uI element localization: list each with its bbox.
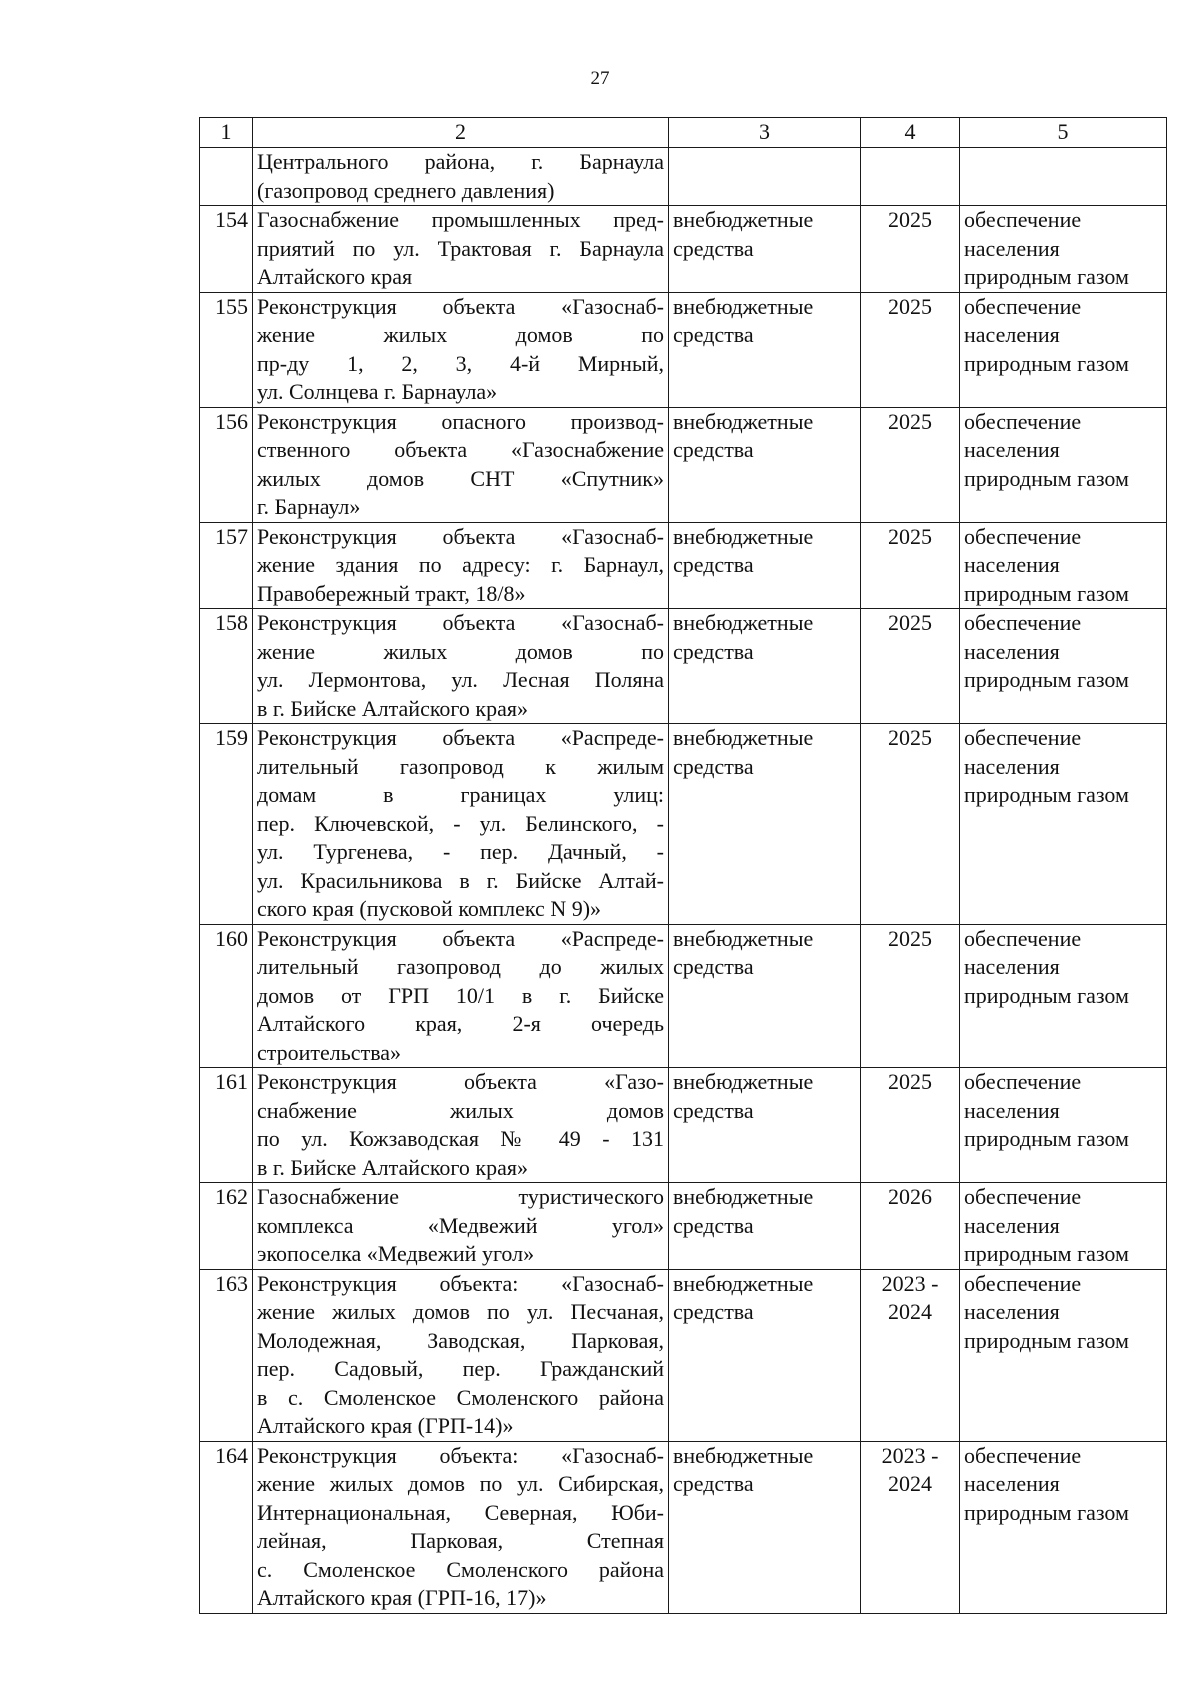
cell-line: ул. Красильникова в г. Бийске Алтай- — [257, 867, 664, 893]
row-number — [200, 148, 253, 206]
funding-source-cell — [669, 1068, 861, 1183]
funding-source-cell — [669, 522, 861, 609]
cell-line: обеспечение — [964, 293, 1082, 319]
cell-line: комплекса «Медвежий угол» — [257, 1212, 664, 1238]
measure-name-cell — [253, 407, 669, 522]
cell-line: средства — [673, 1212, 754, 1238]
cell-line: 2025 — [888, 523, 932, 549]
cell-line: обеспечение — [964, 207, 1082, 232]
cell-line: 2025 — [888, 925, 932, 951]
cell-line: 2025 — [888, 293, 932, 319]
deadline-cell — [861, 407, 960, 522]
cell-line: обеспечение — [964, 1069, 1082, 1094]
table-row — [200, 206, 1167, 293]
cell-line: внебюджетные — [673, 725, 814, 750]
expected-result-cell — [960, 407, 1167, 522]
cell-line: населения — [964, 1097, 1060, 1123]
cell-line: жение здания по адресу: г. Барнаул, — [257, 552, 664, 577]
cell-line: внебюджетные — [673, 610, 814, 635]
cell-line: обеспечение — [964, 1270, 1082, 1296]
cell-line: внебюджетные — [673, 1069, 814, 1094]
funding-source-cell — [669, 609, 861, 724]
cell-line: средства — [673, 1299, 754, 1324]
measure-name-cell — [253, 522, 669, 609]
cell-line: природным газом — [964, 1499, 1129, 1525]
expected-result-cell — [960, 1441, 1167, 1613]
cell-line: Реконструкция объекта «Газоснаб- — [257, 523, 664, 549]
cell-line: населения — [964, 1299, 1060, 1324]
cell-line: пер. Ключевской, - ул. Белинского, - — [257, 810, 664, 836]
deadline-cell — [861, 148, 960, 206]
cell-line: средства — [673, 638, 754, 664]
cell-line: природным газом — [964, 1327, 1129, 1353]
cell-line: Реконструкция объекта «Распреде- — [257, 725, 664, 750]
header-cell-4: 4 — [861, 118, 960, 148]
table-row — [200, 724, 1167, 925]
cell-line: средства — [673, 753, 754, 779]
cell-line: средства — [673, 437, 754, 462]
cell-line: средства — [673, 322, 754, 347]
cell-line: снабжение жилых домов — [257, 1097, 664, 1123]
cell-line: приятий по ул. Трактовая г. Барнаула — [257, 235, 664, 261]
cell-line: средства — [673, 235, 754, 261]
expected-result-cell — [960, 924, 1167, 1068]
cell-line: экопоселка «Медвежий угол» — [257, 1241, 535, 1266]
cell-line: 2025 — [888, 207, 932, 232]
funding-source-cell — [669, 924, 861, 1068]
cell-line: Молодежная, Заводская, Парковая, — [257, 1327, 664, 1353]
cell-line: в с. Смоленское Смоленского района — [257, 1384, 664, 1410]
cell-line: природным газом — [964, 982, 1129, 1008]
funding-source-cell — [669, 206, 861, 293]
cell-line: 2024 — [888, 1471, 932, 1496]
cell-line: домов от ГРП 10/1 в г. Бийске — [257, 982, 664, 1008]
cell-line: домам в границах улиц: — [257, 782, 664, 807]
cell-line: населения — [964, 753, 1060, 779]
table-header — [200, 118, 1167, 148]
cell-line: ского края (пусковой комплекс N 9)» — [257, 896, 602, 921]
cell-line: внебюджетные — [673, 207, 814, 232]
row-number: 161 — [200, 1068, 253, 1183]
cell-line: Газоснабжение промышленных пред- — [257, 207, 664, 232]
cell-line: лейная, Парковая, Степная — [257, 1528, 664, 1553]
cell-line: населения — [964, 638, 1060, 664]
row-number: 159 — [200, 724, 253, 925]
cell-line: обеспечение — [964, 725, 1082, 750]
table-row — [200, 407, 1167, 522]
table-row — [200, 292, 1167, 407]
row-number: 160 — [200, 924, 253, 1068]
cell-line: природным газом — [964, 580, 1129, 606]
cell-line: обеспечение — [964, 408, 1082, 434]
cell-line: населения — [964, 954, 1060, 979]
funding-source-cell — [669, 148, 861, 206]
cell-line: населения — [964, 1471, 1060, 1496]
cell-line: средства — [673, 552, 754, 577]
cell-line: внебюджетные — [673, 1270, 814, 1296]
cell-line: природным газом — [964, 1126, 1129, 1151]
measure-name-cell — [253, 609, 669, 724]
funding-source-cell — [669, 724, 861, 925]
cell-line: лительный газопровод до жилых — [257, 954, 664, 979]
cell-line: 2024 — [888, 1299, 932, 1324]
row-number: 155 — [200, 292, 253, 407]
deadline-cell — [861, 924, 960, 1068]
cell-line: пер. Садовый, пер. Гражданский — [257, 1356, 664, 1381]
measure-name-cell — [253, 924, 669, 1068]
cell-line: природным газом — [964, 264, 1129, 289]
measure-name-cell — [253, 292, 669, 407]
header-cell-1: 1 — [200, 118, 253, 148]
cell-line: внебюджетные — [673, 293, 814, 319]
cell-line: 2023 - — [881, 1270, 939, 1296]
row-number: 157 — [200, 522, 253, 609]
cell-line: природным газом — [964, 465, 1129, 491]
cell-line: Правобережный тракт, 18/8» — [257, 580, 526, 606]
cell-line: Реконструкция объекта «Газо- — [257, 1069, 664, 1094]
row-number: 164 — [200, 1441, 253, 1613]
measures-table — [199, 117, 1167, 1614]
table-row — [200, 1068, 1167, 1183]
cell-line: в г. Бийске Алтайского края» — [257, 1154, 528, 1180]
cell-line: Алтайского края, 2-я очередь — [257, 1011, 664, 1036]
cell-line: Реконструкция объекта «Газоснаб- — [257, 293, 664, 319]
page-number: 27 — [590, 68, 610, 89]
cell-line: внебюджетные — [673, 408, 814, 434]
row-number: 154 — [200, 206, 253, 293]
funding-source-cell — [669, 1269, 861, 1441]
cell-line: природным газом — [964, 1241, 1129, 1266]
cell-line: населения — [964, 235, 1060, 261]
cell-line: ул. Солнцева г. Барнаула» — [257, 379, 498, 404]
cell-line: внебюджетные — [673, 925, 814, 951]
measure-name-cell — [253, 206, 669, 293]
cell-line: ул. Тургенева, - пер. Дачный, - — [257, 839, 664, 864]
header-cell-3: 3 — [669, 118, 861, 148]
cell-line: ственного объекта «Газоснабжение — [257, 437, 664, 462]
cell-line: Реконструкция объекта «Распреде- — [257, 925, 664, 951]
row-number: 156 — [200, 407, 253, 522]
cell-line: обеспечение — [964, 1184, 1082, 1209]
cell-line: в г. Бийске Алтайского края» — [257, 695, 528, 721]
deadline-cell — [861, 206, 960, 293]
cell-line: природным газом — [964, 667, 1129, 692]
expected-result-cell — [960, 1068, 1167, 1183]
funding-source-cell — [669, 292, 861, 407]
expected-result-cell — [960, 724, 1167, 925]
header-cell-2: 2 — [253, 118, 669, 148]
cell-line: Центрального района, г. Барнаула — [257, 149, 664, 174]
cell-line: населения — [964, 322, 1060, 347]
table-row — [200, 1441, 1167, 1613]
header-row — [200, 118, 1167, 148]
row-number: 163 — [200, 1269, 253, 1441]
cell-line: 2025 — [888, 408, 932, 434]
cell-line: Газоснабжение туристического — [257, 1184, 664, 1209]
deadline-cell — [861, 292, 960, 407]
cell-line: населения — [964, 1212, 1060, 1238]
cell-line: внебюджетные — [673, 1184, 814, 1209]
expected-result-cell — [960, 1269, 1167, 1441]
expected-result-cell — [960, 522, 1167, 609]
expected-result-cell — [960, 292, 1167, 407]
cell-line: жение жилых домов по — [257, 638, 664, 664]
table-row — [200, 148, 1167, 206]
measure-name-cell — [253, 1183, 669, 1270]
cell-line: Реконструкция объекта «Газоснаб- — [257, 610, 664, 635]
cell-line: Алтайского края — [257, 264, 413, 289]
measure-name-cell — [253, 1269, 669, 1441]
expected-result-cell — [960, 206, 1167, 293]
deadline-cell — [861, 609, 960, 724]
cell-line: 2025 — [888, 1069, 932, 1094]
expected-result-cell — [960, 609, 1167, 724]
row-number: 158 — [200, 609, 253, 724]
cell-line: обеспечение — [964, 1442, 1082, 1468]
measure-name-cell — [253, 1068, 669, 1183]
cell-line: 2025 — [888, 610, 932, 635]
cell-line: внебюджетные — [673, 1442, 814, 1468]
deadline-cell — [861, 522, 960, 609]
measure-name-cell — [253, 148, 669, 206]
cell-line: Интернациональная, Северная, Юби- — [257, 1499, 664, 1525]
cell-line: Реконструкция опасного производ- — [257, 408, 664, 434]
deadline-cell — [861, 724, 960, 925]
cell-line: жилых домов СНТ «Спутник» — [257, 465, 664, 491]
cell-line: природным газом — [964, 782, 1129, 807]
cell-line: населения — [964, 552, 1060, 577]
cell-line: средства — [673, 954, 754, 979]
cell-line: пр-ду 1, 2, 3, 4-й Мирный, — [257, 350, 664, 376]
table-row — [200, 924, 1167, 1068]
cell-line: внебюджетные — [673, 523, 814, 549]
table-row — [200, 1183, 1167, 1270]
table-row — [200, 609, 1167, 724]
cell-line: Реконструкция объекта: «Газоснаб- — [257, 1442, 664, 1468]
cell-line: обеспечение — [964, 610, 1082, 635]
cell-line: Реконструкция объекта: «Газоснаб- — [257, 1270, 664, 1296]
cell-line: 2023 - — [881, 1442, 939, 1468]
cell-line: жение жилых домов по — [257, 322, 664, 347]
cell-line: 2025 — [888, 725, 932, 750]
cell-line: 2026 — [888, 1184, 932, 1209]
funding-source-cell — [669, 407, 861, 522]
cell-line: (газопровод среднего давления) — [257, 177, 555, 203]
cell-line: г. Барнаул» — [257, 494, 361, 519]
measure-name-cell — [253, 724, 669, 925]
cell-line: средства — [673, 1097, 754, 1123]
cell-line: природным газом — [964, 350, 1129, 376]
cell-line: жение жилых домов по ул. Сибирская, — [257, 1471, 664, 1496]
deadline-cell — [861, 1269, 960, 1441]
cell-line: по ул. Кожзаводская № 49 - 131 — [257, 1126, 664, 1151]
cell-line: обеспечение — [964, 925, 1082, 951]
table-row — [200, 522, 1167, 609]
row-number: 162 — [200, 1183, 253, 1270]
funding-source-cell — [669, 1441, 861, 1613]
cell-line: жение жилых домов по ул. Песчаная, — [257, 1299, 664, 1324]
expected-result-cell — [960, 148, 1167, 206]
cell-line: лительный газопровод к жилым — [257, 753, 664, 779]
header-cell-5: 5 — [960, 118, 1167, 148]
funding-source-cell — [669, 1183, 861, 1270]
deadline-cell — [861, 1183, 960, 1270]
table-row — [200, 1269, 1167, 1441]
cell-line: ул. Лермонтова, ул. Лесная Поляна — [257, 667, 664, 692]
deadline-cell — [861, 1441, 960, 1613]
measure-name-cell — [253, 1441, 669, 1613]
deadline-cell — [861, 1068, 960, 1183]
cell-line: населения — [964, 437, 1060, 462]
cell-line: с. Смоленское Смоленского района — [257, 1556, 664, 1582]
table-body — [200, 148, 1167, 1614]
cell-line: Алтайского края (ГРП-14)» — [257, 1413, 514, 1438]
cell-line: средства — [673, 1471, 754, 1496]
cell-line: обеспечение — [964, 523, 1082, 549]
expected-result-cell — [960, 1183, 1167, 1270]
cell-line: строительства» — [257, 1039, 402, 1065]
cell-line: Алтайского края (ГРП-16, 17)» — [257, 1585, 547, 1610]
